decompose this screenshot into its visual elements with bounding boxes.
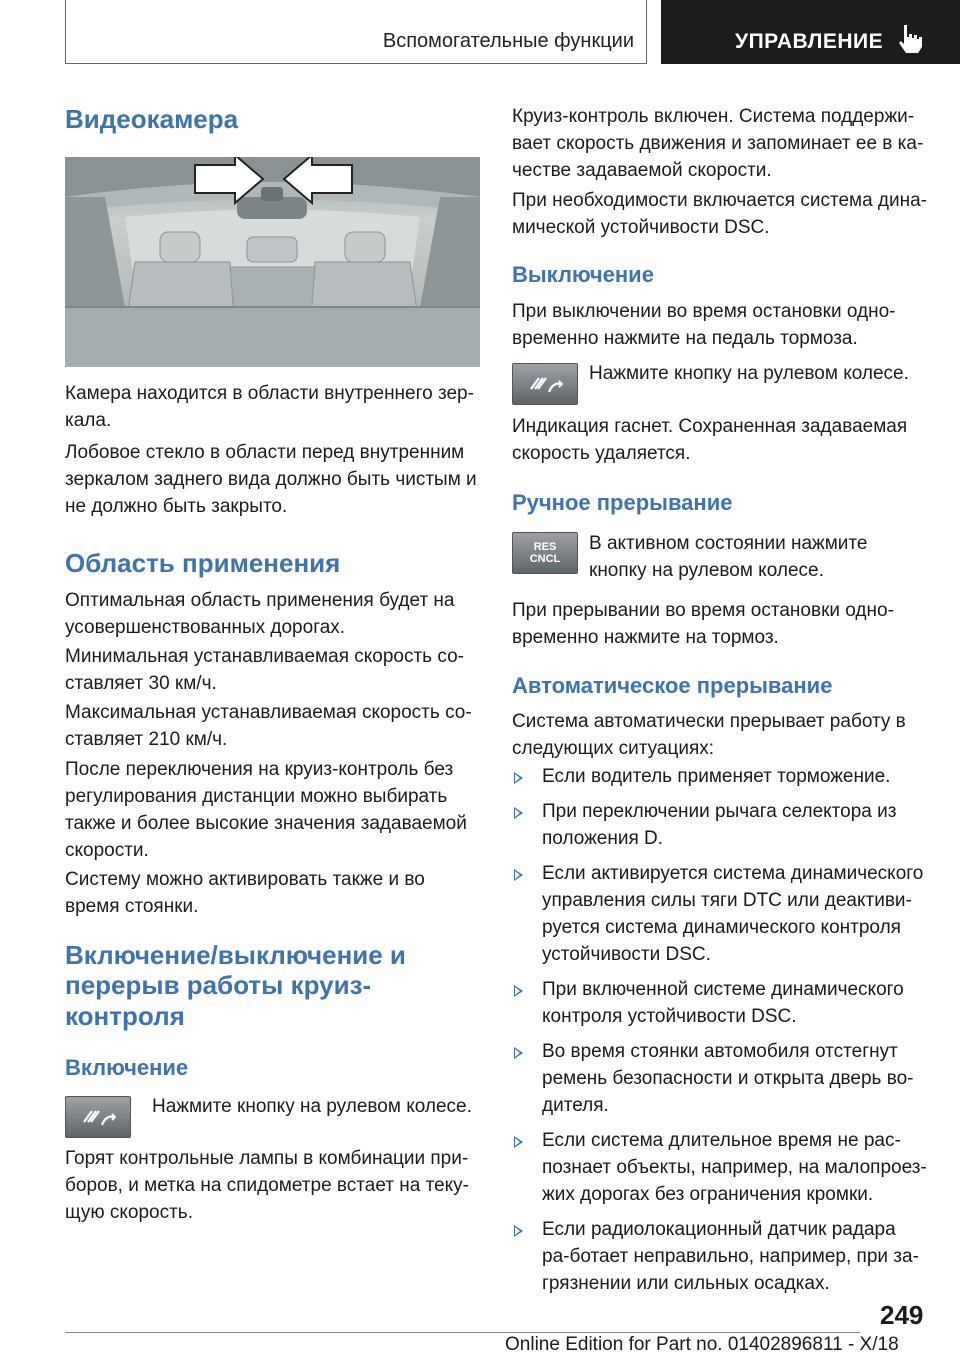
usage-p2: Минимальная устанавливаемая скорость со-ставляет 30 км/ч. (65, 646, 464, 694)
bullet-text: При переключении рычага селектора из положения D. (542, 801, 897, 849)
header-subsection: Вспомогательные функции (382, 30, 634, 52)
triangle-bullet-icon (514, 807, 523, 819)
manual-btn-text: В активном состоянии нажмите кнопку на рулевом колесе. (589, 533, 868, 581)
triangle-bullet-icon (514, 1225, 523, 1237)
off-p1: При выключении во время остановки одно-временно нажмите на педаль тормоза. (512, 301, 896, 349)
res-cncl-button (512, 532, 578, 574)
res-label: RES (533, 541, 557, 553)
onoff-title-1: Включение/выключение и (65, 940, 406, 970)
bullet-item (512, 763, 927, 790)
auto-p1: Система автоматически прерывает работу в следующих ситуациях: (512, 711, 906, 759)
auto-bullet-list (512, 763, 927, 1305)
triangle-bullet-icon (514, 869, 523, 881)
bullet-text: Если активируется система динамического управления силы тяги DTC или деактиви-руется система динамического контроля устойчивости DSC. (542, 863, 924, 965)
manual-p1: При прерывании во время остановки одно-временно нажмите на тормоз. (512, 600, 894, 648)
bullet-item (512, 1216, 927, 1297)
usage-p4: После переключения на круиз-контроль без регулирования дистанции можно выбирать также и более высокие значения задаваемой скорости. (65, 759, 467, 861)
off-title: Выключение (512, 262, 654, 287)
footer-divider (65, 1332, 860, 1333)
onoff-title-3: контроля (65, 1001, 185, 1031)
on-btn-text: Нажмите кнопку на рулевом колесе. (152, 1096, 472, 1117)
off-btn-text: Нажмите кнопку на рулевом колесе. (589, 363, 909, 384)
bullet-text: Если система длительное время не рас-познает объекты, например, на малопроез-жих дорогах без ограничения кромки. (542, 1130, 927, 1205)
header-subsection-box (65, 0, 647, 64)
on-title: Включение (65, 1055, 189, 1080)
cruise-control-icon (513, 364, 577, 404)
r-p1: Круиз-контроль включен. Система поддержи-вает скорость движения и запоминает ее в ка-честве задаваемой скорости. (512, 106, 924, 181)
on-p1: Горят контрольные лампы в комбинации при-боров, и метка на спидометре встает на теку-щую скорость. (65, 1148, 470, 1223)
hand-pointer-icon (895, 23, 925, 55)
camera-title: Видеокамера (65, 104, 239, 134)
onoff-title-2: перерыв работы круиз- (65, 970, 372, 1000)
res-cncl-label (513, 541, 577, 565)
bullet-text: Во время стоянки автомобиля отстегнут ремень безопасности и открыта дверь во-дителя. (542, 1041, 914, 1116)
camera-p2: Лобовое стекло в области перед внутренним зеркалом заднего вида должно быть чистым и не должно быть закрыто. (65, 442, 477, 517)
page-number: 249 (880, 1300, 924, 1330)
cruise-button-on (65, 1096, 131, 1138)
cruise-control-icon (66, 1097, 130, 1137)
cruise-button-off (512, 363, 578, 405)
usage-p3: Максимальная устанавливаемая скорость со-ставляет 210 км/ч. (65, 702, 472, 750)
bullet-item (512, 976, 927, 1030)
bullet-item (512, 1127, 927, 1208)
triangle-bullet-icon (514, 1136, 523, 1148)
triangle-bullet-icon (514, 772, 523, 784)
bullet-text: Если радиолокационный датчик радара ра-ботает неправильно, например, при за-грязнении или сильных осадках. (542, 1219, 919, 1294)
bullet-text: При включенной системе динамического контроля устойчивости DSC. (542, 979, 904, 1027)
usage-p5: Систему можно активировать также и во время стоянки. (65, 869, 425, 917)
bullet-item (512, 1038, 927, 1119)
usage-p1: Оптимальная область применения будет на усовершенствованных дорогах. (65, 590, 455, 638)
triangle-bullet-icon (514, 985, 523, 997)
bullet-item (512, 860, 927, 968)
header-section-box (661, 0, 960, 64)
camera-photo (65, 157, 480, 367)
footer-edition: Online Edition for Part no. 01402896811 - X/18 (505, 1334, 899, 1355)
bullet-text: Если водитель применяет торможение. (542, 766, 891, 787)
off-p2: Индикация гаснет. Сохраненная задаваемая скорость удаляется. (512, 416, 908, 464)
r-p2: При необходимости включается система дина-мической устойчивости DSC. (512, 190, 928, 238)
auto-title: Автоматическое прерывание (512, 673, 833, 698)
manual-title: Ручное прерывание (512, 490, 733, 515)
camera-p1: Камера находится в области внутреннего зер-кала. (65, 383, 474, 431)
usage-title: Область применения (65, 548, 341, 578)
cncl-label: CNCL (529, 553, 561, 565)
triangle-bullet-icon (514, 1047, 523, 1059)
camera-interior-illustration (65, 157, 480, 367)
header-section: УПРАВЛЕНИЕ (735, 30, 884, 53)
bullet-item (512, 798, 927, 852)
